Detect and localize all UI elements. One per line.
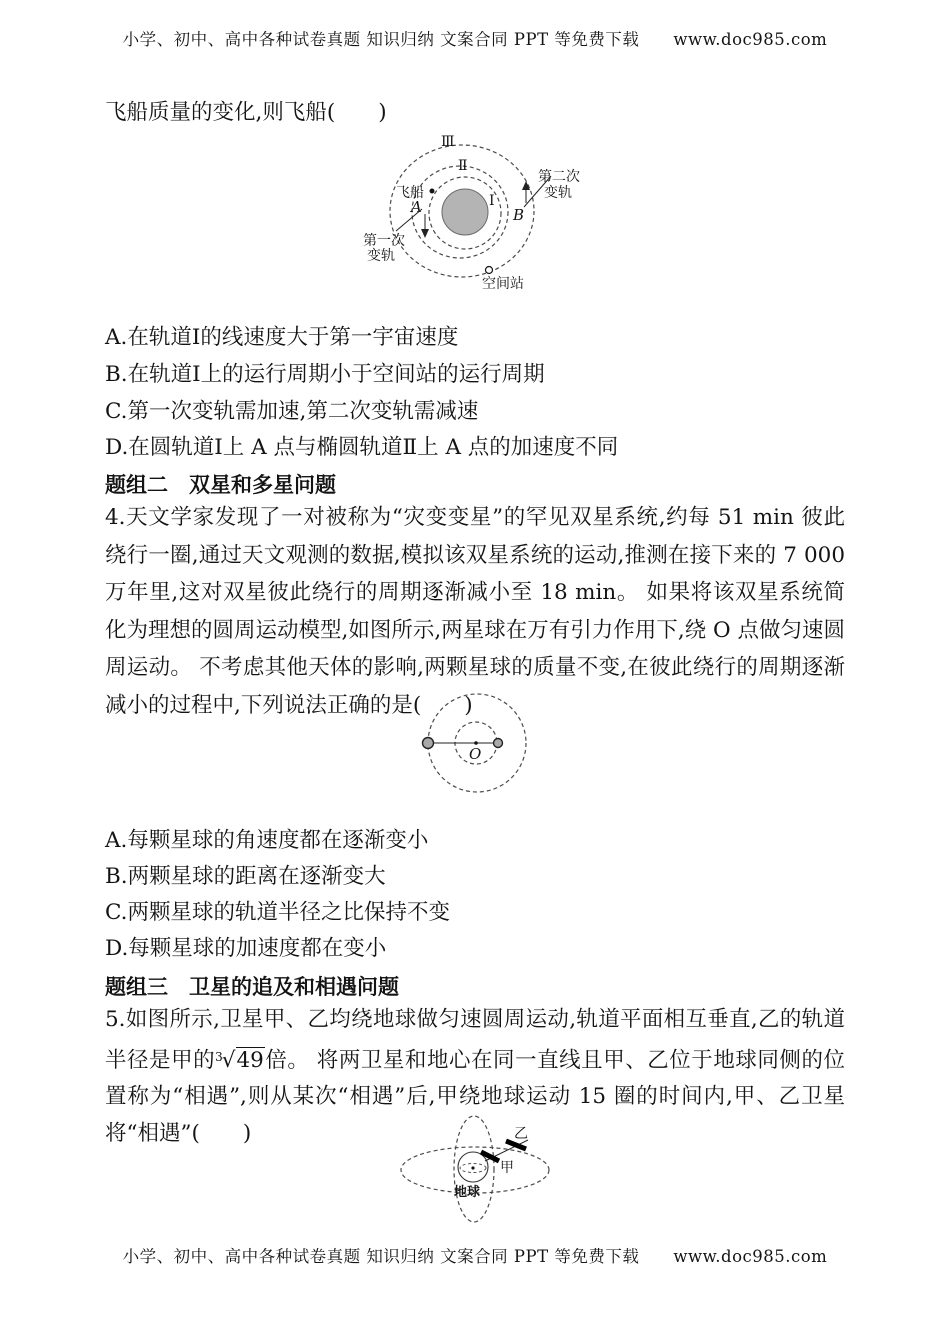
second-change-label-line1: 第二次 — [538, 169, 580, 185]
earth-disk — [442, 189, 488, 235]
q4-option-d: D.每颗星球的加速度都在变小 — [105, 936, 387, 961]
q4-option-b: B.两颗星球的距离在逐渐变大 — [105, 864, 386, 889]
q3-option-a: A.在轨道Ⅰ的线速度大于第一宇宙速度 — [105, 325, 459, 350]
point-b-label: B — [513, 206, 525, 224]
center-of-mass-label: O — [469, 745, 482, 763]
star-right — [494, 739, 503, 748]
orbit-2-label: Ⅱ — [458, 158, 468, 174]
earth-label: 地球 — [454, 1185, 481, 1200]
second-change-label-line2: 变轨 — [544, 185, 572, 201]
satellite-jia-label: 甲 — [500, 1160, 514, 1176]
first-change-leader-line — [396, 209, 422, 231]
q3-stem-tail: 飞船质量的变化,则飞船( ) — [105, 100, 387, 125]
first-change-label-line2: 变轨 — [367, 248, 395, 264]
q4-option-c: C.两颗星球的轨道半径之比保持不变 — [105, 900, 451, 925]
q3-options — [105, 320, 618, 467]
q3-option-c: C.第一次变轨需加速,第二次变轨需减速 — [105, 398, 479, 424]
header-promo-text: 小学、初中、高中各种试卷真题 知识归纳 文案合同 PPT 等免费下载 — [122, 30, 640, 49]
earth-center-dot — [471, 1166, 474, 1169]
q4-stem: 4.天文学家发现了一对被称为“灾变变星”的罕见双星系统,约每 51 min 彼此绕行一圈,通过天文观测的数据,模拟该双星系统的运动,推测在接下来的 7 000 万年里,这对双星彼此绕行的周期逐渐减小至 18 min。 如果将该双星系统简化为理想的圆周运动模型,如图所示,两星球在万有引力作用下,绕 O 点做匀速圆周运动。 不考虑其他天体的影响,两颗星球的质量不变,在彼此绕行的周期逐渐减小的过程中,下列说法正确的是( ) — [105, 505, 845, 718]
orbit-change-diagram — [352, 127, 608, 303]
point-a-label: A — [411, 198, 422, 216]
satellite-yi-label: 乙 — [514, 1126, 528, 1142]
first-change-label-line1: 第一次 — [363, 233, 405, 249]
space-station-label: 空间站 — [482, 276, 524, 292]
q3-option-b: B.在轨道Ⅰ上的运行周期小于空间站的运行周期 — [105, 361, 545, 387]
q3-option-d: D.在圆轨道Ⅰ上 A 点与椭圆轨道Ⅱ上 A 点的加速度不同 — [105, 435, 619, 461]
q4-option-a: A.每颗星球的角速度都在逐渐变小 — [105, 828, 429, 853]
header-site-url[interactable]: www.doc985.com — [673, 30, 828, 49]
footer-site-url[interactable]: www.doc985.com — [673, 1247, 828, 1266]
spacecraft-label: 飞船 — [396, 185, 424, 201]
page-footer — [0, 1243, 950, 1267]
satellite-meeting-diagram — [388, 1112, 592, 1248]
star-left — [423, 738, 434, 749]
burn-arrow-a-head — [421, 229, 429, 238]
orbit-1-label: Ⅰ — [489, 193, 495, 209]
page-header — [0, 26, 950, 50]
root-symbol: √ — [221, 1047, 236, 1073]
root-index: 3 — [215, 1049, 223, 1064]
footer-promo-text: 小学、初中、高中各种试卷真题 知识归纳 文案合同 PPT 等免费下载 — [122, 1247, 640, 1266]
q4-options — [105, 823, 450, 967]
spacecraft-dot — [430, 189, 435, 194]
cube-root-expression — [215, 1048, 265, 1073]
binary-star-diagram — [398, 690, 558, 816]
orbit-3-label: Ⅲ — [441, 134, 455, 150]
group3-heading: 题组三 卫星的追及和相遇问题 — [105, 975, 399, 999]
q5-stem-post: 倍。 将两卫星和地心在同一直线且甲、乙位于地球同侧的位置称为“相遇”,则从某次“相遇”后,甲绕地球运动 15 圈的时间内,甲、乙卫星将“相遇”( ) — [105, 1047, 845, 1146]
q5-stem-pre: 5.如图所示,卫星甲、乙均绕地球做匀速圆周运动,轨道平面相互垂直,乙的轨道半径是甲的 — [105, 1007, 845, 1073]
group2-heading: 题组二 双星和多星问题 — [105, 473, 336, 497]
space-station-dot — [486, 267, 493, 274]
root-radicand: 49 — [236, 1047, 264, 1073]
